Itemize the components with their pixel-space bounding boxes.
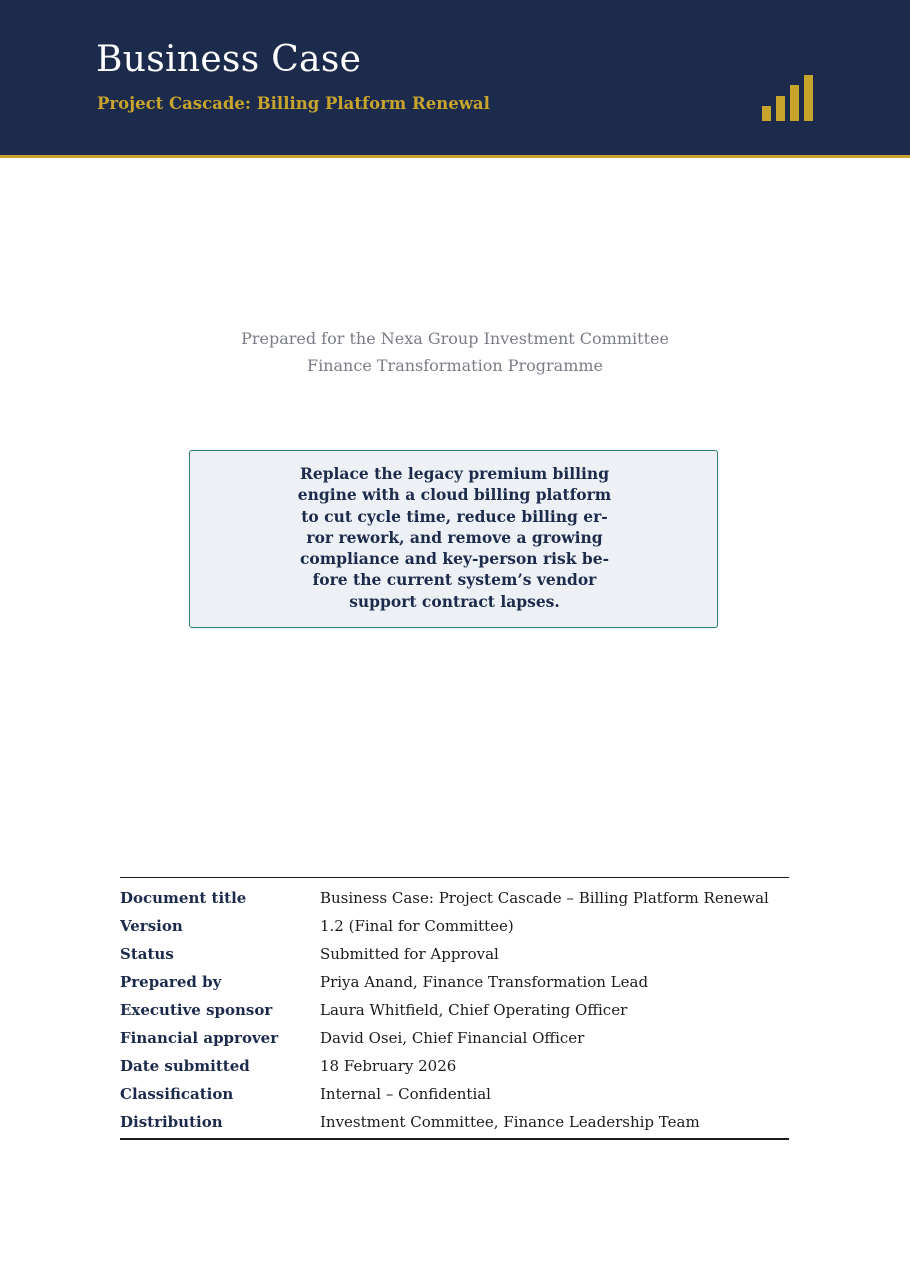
info-label: Document title xyxy=(120,889,247,907)
table-row xyxy=(120,1024,789,1052)
info-value: Internal – Confidential xyxy=(320,1085,491,1103)
info-value: Business Case: Project Cascade – Billing Platform Renewal xyxy=(320,889,769,907)
executive-summary-box xyxy=(189,450,718,628)
table-row xyxy=(120,1080,789,1108)
info-value: 1.2 (Final for Committee) xyxy=(320,917,514,935)
table-row xyxy=(120,878,789,913)
info-label: Date submitted xyxy=(120,1057,250,1075)
info-label: Status xyxy=(120,945,174,963)
table-row xyxy=(120,940,789,968)
info-label: Distribution xyxy=(120,1113,223,1131)
info-value: David Osei, Chief Financial Officer xyxy=(320,1029,585,1047)
prepared-for-line: Prepared for the Nexa Group Investment Committee xyxy=(241,329,669,348)
info-label: Classification xyxy=(120,1085,234,1103)
info-label: Financial approver xyxy=(120,1029,279,1047)
info-label: Executive sponsor xyxy=(120,1001,273,1019)
document-info-table xyxy=(120,877,789,1140)
cover-banner xyxy=(0,0,910,158)
table-row xyxy=(120,1052,789,1080)
info-value: 18 February 2026 xyxy=(320,1057,457,1075)
info-label: Version xyxy=(120,917,183,935)
programme-line: Finance Transformation Programme xyxy=(306,356,604,375)
info-value: Priya Anand, Finance Transformation Lead xyxy=(320,973,649,991)
prepared-for-block xyxy=(0,325,910,379)
info-label: Prepared by xyxy=(120,973,222,991)
info-value: Laura Whitfield, Chief Operating Officer xyxy=(320,1001,628,1019)
table-row xyxy=(120,1108,789,1139)
bar-chart-icon xyxy=(762,75,814,121)
executive-summary-text: Replace the legacy premium billing engine with a cloud billing platform to cut cycle time, reduce billing er- ror rework, and remove a growing compliance and key-person risk be- fore the current system’s vendor support contract lapses. xyxy=(297,464,612,611)
info-value: Investment Committee, Finance Leadership Team xyxy=(320,1113,700,1131)
table-row xyxy=(120,912,789,940)
table-row xyxy=(120,996,789,1024)
table-row xyxy=(120,968,789,996)
document-subtitle: Project Cascade: Billing Platform Renewal xyxy=(97,94,490,113)
document-title: Business Case xyxy=(96,39,362,80)
info-value: Submitted for Approval xyxy=(320,945,499,963)
